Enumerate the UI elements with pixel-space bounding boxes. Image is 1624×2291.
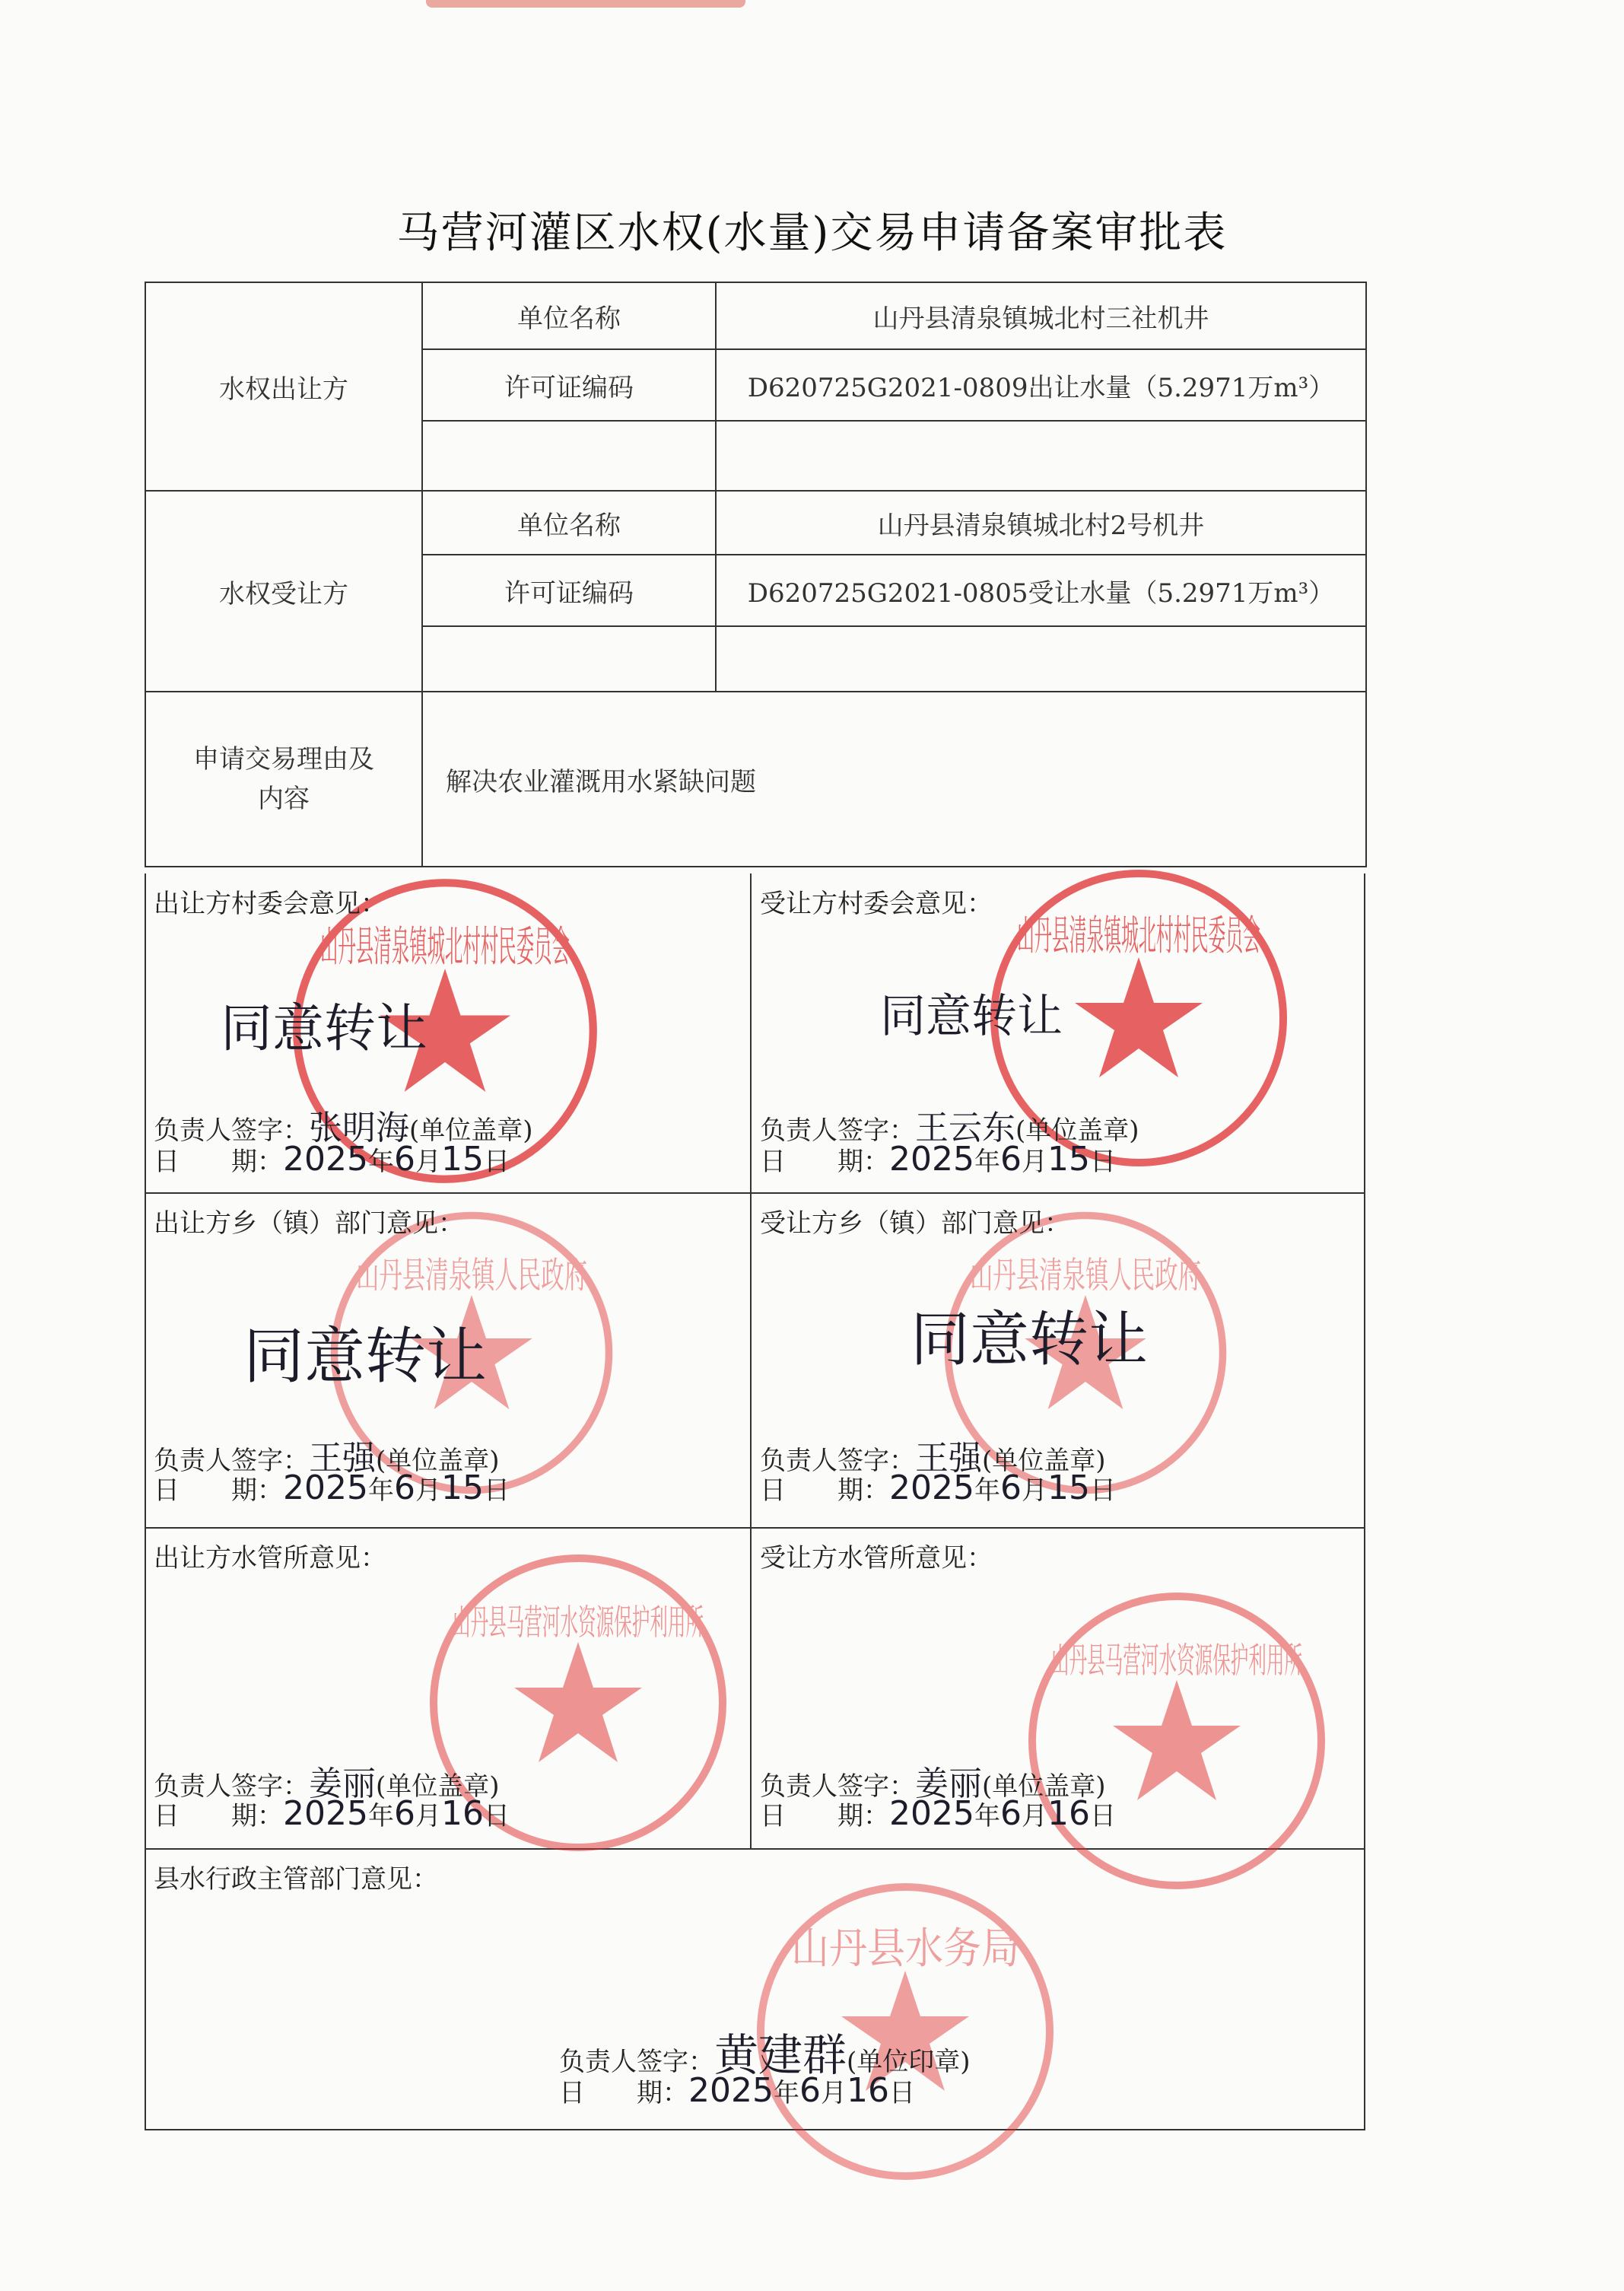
- seal-text: 山丹县水务局: [791, 1924, 1019, 1974]
- seller-town-signer: 王强: [309, 1439, 376, 1478]
- seal-text: 山丹县马营河水资源保护利用所: [1051, 1640, 1302, 1681]
- seal-text: 山丹县清泉镇城北村村民委员会: [320, 922, 570, 972]
- seller-empty-label-cell: [422, 421, 716, 491]
- seller-empty-value-cell: [716, 421, 1366, 491]
- buyer-name-label: 单位名称: [422, 491, 716, 555]
- buyer-town-date-row: 日 期：2025年6月15日: [760, 1468, 1116, 1507]
- buyer-empty-value-cell: [716, 626, 1366, 692]
- date-label: 日 期：: [154, 1147, 283, 1177]
- buyer-village-date-row: 日 期：2025年6月15日: [760, 1140, 1116, 1179]
- buyer-village-opinion: 同意转让: [880, 990, 1063, 1043]
- county-date-row: 日 期：2025年6月16日: [559, 2071, 915, 2110]
- buyer-town-label: 受让方乡（镇）部门意见：: [760, 1208, 1070, 1239]
- seller-water-cell: [145, 1528, 751, 1849]
- buyer-village-label: 受让方村委会意见：: [760, 889, 993, 919]
- seal-text: 山丹县清泉镇人民政府: [970, 1255, 1201, 1297]
- buyer-water-signer: 姜丽: [915, 1764, 982, 1803]
- seller-water-date-row: 日 期：2025年6月16日: [154, 1794, 510, 1833]
- seller-name-value: 山丹县清泉镇城北村三社机井: [716, 282, 1366, 349]
- buyer-village-signer: 王云东: [915, 1109, 1015, 1147]
- buyer-town-cell: [751, 1193, 1365, 1528]
- county-sign-row: 负责人签字：黄建群(单位印章): [559, 2029, 971, 2081]
- buyer-section-label: 水权受让方: [145, 491, 422, 692]
- buyer-empty-label-cell: [422, 626, 716, 692]
- seller-village-label: 出让方村委会意见：: [154, 889, 386, 919]
- opinions-grid: [145, 873, 1365, 2130]
- buyer-license-label: 许可证编码: [422, 555, 716, 626]
- county-signer: 黄建群: [714, 2029, 847, 2081]
- page-title: 马营河灌区水权(水量)交易申请备案审批表: [396, 208, 1228, 258]
- seller-section-label: 水权出让方: [145, 282, 422, 491]
- top-edge-mark: [426, 0, 745, 8]
- seller-town-cell: [145, 1193, 751, 1528]
- seller-village-cell: [145, 873, 751, 1193]
- seller-water-sign-row: 负责人签字：姜丽(单位盖章): [154, 1764, 500, 1803]
- seller-town-opinion: 同意转让: [243, 1321, 487, 1392]
- sign-label: 负责人签字：: [154, 1115, 309, 1146]
- seal-text: 山丹县马营河水资源保护利用所: [453, 1602, 704, 1643]
- seller-license-label: 许可证编码: [422, 349, 716, 421]
- seller-town-date-row: 日 期：2025年6月15日: [154, 1468, 510, 1507]
- seller-license-value: D620725G2021-0809出让水量（5.2971万m³）: [716, 349, 1366, 421]
- buyer-name-value: 山丹县清泉镇城北村2号机井: [716, 491, 1366, 555]
- seal-text: 山丹县清泉镇人民政府: [356, 1255, 587, 1297]
- seller-village-signer: 张明海: [309, 1109, 409, 1147]
- seal-unit-label: (单位盖章): [409, 1115, 533, 1146]
- seller-name-label: 单位名称: [422, 282, 716, 349]
- year: 2025: [283, 1140, 368, 1179]
- seller-village-opinion: 同意转让: [221, 999, 428, 1059]
- approval-form: [145, 282, 1367, 867]
- seal-text: 山丹县清泉镇城北村村民委员会: [1017, 912, 1260, 959]
- seller-village-date-row: 日 期：2025年6月15日: [154, 1140, 510, 1179]
- seller-water-label: 出让方水管所意见：: [154, 1543, 386, 1573]
- reason-label: 申请交易理由及内容: [145, 692, 422, 867]
- buyer-water-cell: [751, 1528, 1365, 1849]
- buyer-water-seal: [1025, 1589, 1329, 1893]
- reason-handwritten: 解决农业灌溉用水紧缺问题: [422, 692, 1366, 867]
- seller-town-label: 出让方乡（镇）部门意见：: [154, 1208, 464, 1239]
- buyer-town-sign-row: 负责人签字：王强(单位盖章): [760, 1439, 1106, 1478]
- county-label: 县水行政主管部门意见：: [154, 1864, 438, 1895]
- seller-town-sign-row: 负责人签字：王强(单位盖章): [154, 1439, 500, 1478]
- buyer-water-date-row: 日 期：2025年6月16日: [760, 1794, 1116, 1833]
- buyer-town-signer: 王强: [915, 1439, 982, 1478]
- seller-water-signer: 姜丽: [309, 1764, 376, 1803]
- buyer-license-value: D620725G2021-0805受让水量（5.2971万m³）: [716, 555, 1366, 626]
- buyer-water-sign-row: 负责人签字：姜丽(单位盖章): [760, 1764, 1106, 1803]
- buyer-water-label: 受让方水管所意见：: [760, 1543, 993, 1573]
- county-cell: [145, 1849, 1365, 2130]
- buyer-village-cell: [751, 873, 1365, 1193]
- buyer-town-opinion: 同意转让: [911, 1306, 1149, 1374]
- buyer-village-sign-row: 负责人签字：王云东(单位盖章): [760, 1109, 1139, 1147]
